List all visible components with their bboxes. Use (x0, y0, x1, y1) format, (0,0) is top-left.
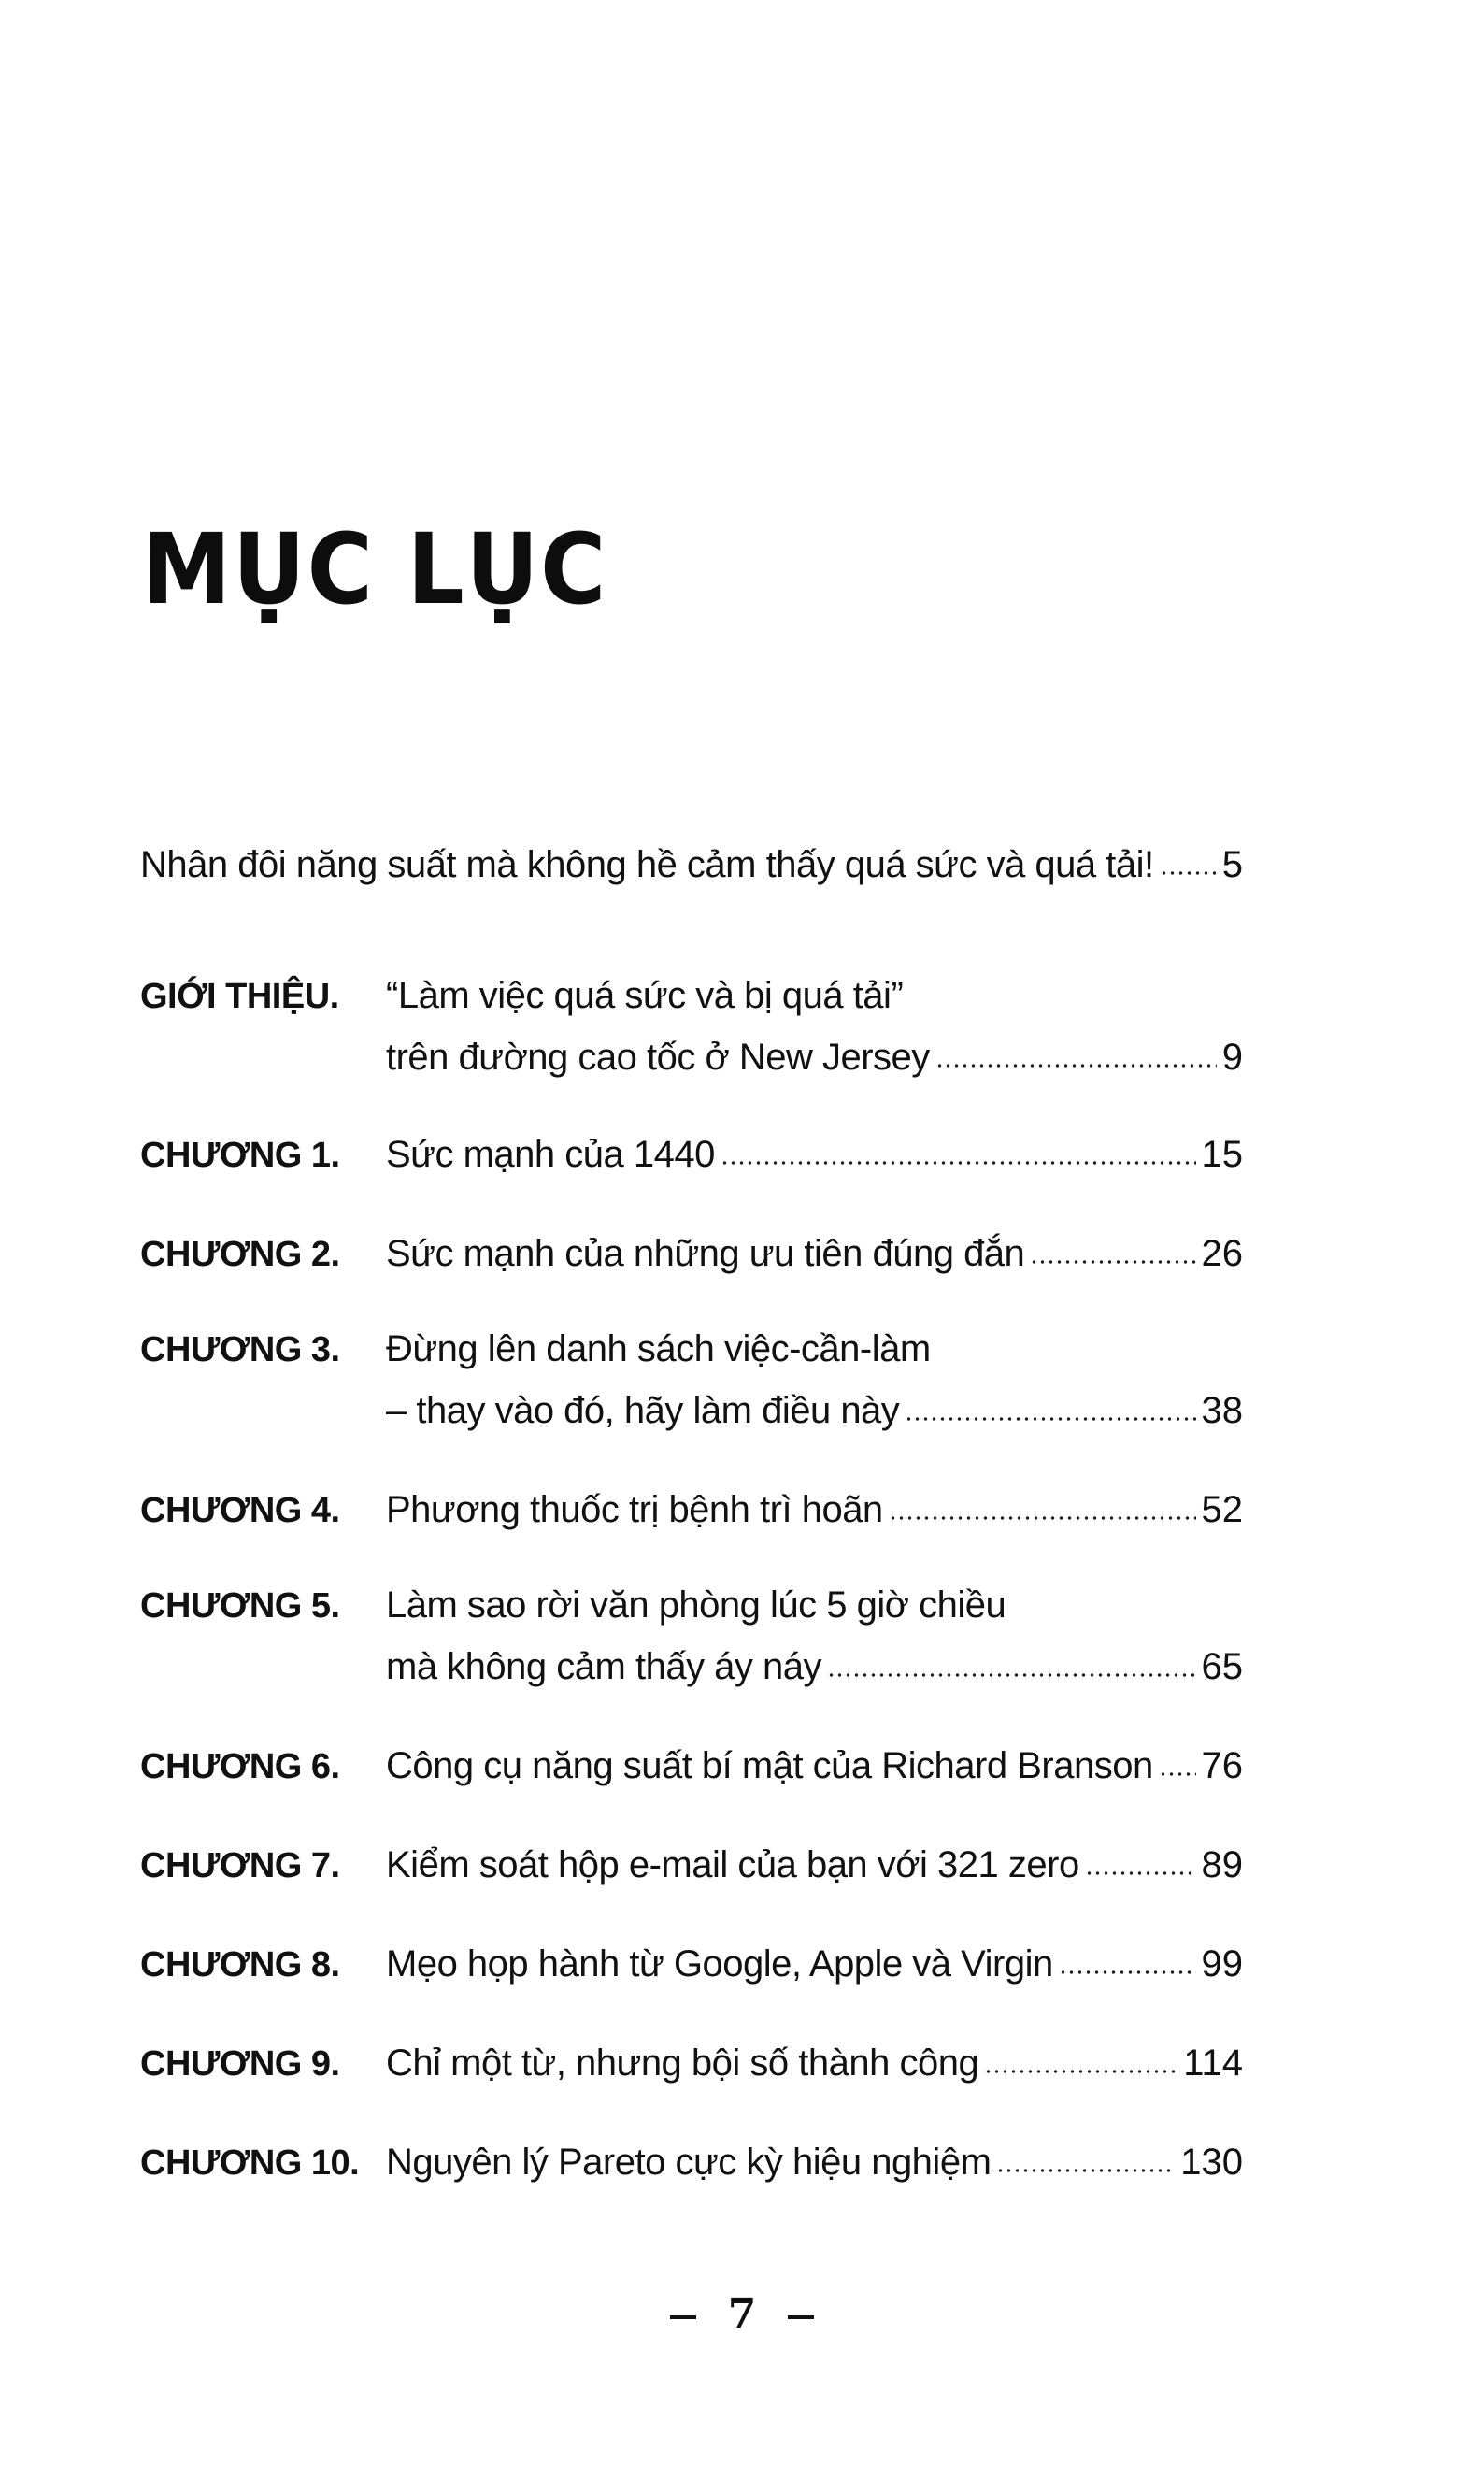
toc-page-number: 9 (1221, 1037, 1243, 1078)
toc-entry-line (140, 1486, 1243, 1534)
toc-entry-title: – thay vào đó, hãy làm điều này (386, 1390, 900, 1431)
page-title: MỤC LỤC (142, 512, 608, 626)
toc-entry-title: Mẹo họp hành từ Google, Apple và Virgin (386, 1943, 1053, 1985)
toc-entry-line (140, 1582, 1243, 1629)
toc-entry-title: Kiểm soát hộp e-mail của bạn với 321 zero (386, 1844, 1079, 1885)
toc-entry-line (140, 1643, 1243, 1690)
toc-entry-title: mà không cảm thấy áy náy (386, 1646, 822, 1687)
toc-chapter-label: CHƯƠNG 3. (140, 1330, 340, 1369)
toc-dot-leader (984, 2068, 1177, 2075)
toc-entry-line (140, 1742, 1243, 1790)
toc-page-number: 5 (1221, 844, 1243, 885)
toc-chapter-label: CHƯƠNG 5. (140, 1586, 340, 1626)
toc-dot-leader (905, 1415, 1195, 1423)
toc-dot-leader (1059, 1969, 1196, 1976)
toc-chapter-label: CHƯƠNG 4. (140, 1491, 340, 1530)
toc-page-number: 130 (1180, 2142, 1243, 2183)
toc-entry-line (140, 1387, 1243, 1434)
toc-entry-line (140, 972, 1243, 1020)
toc-entry-title: Nguyên lý Pareto cực kỳ hiệu nghiệm (386, 2142, 992, 2183)
toc-page-number: 89 (1201, 1844, 1243, 1885)
toc-entry-line (140, 1230, 1243, 1278)
toc-chapter-label: CHƯƠNG 9. (140, 2044, 340, 2084)
toc-page-number: 38 (1201, 1390, 1243, 1431)
toc-dot-leader (996, 2167, 1175, 2174)
toc-entry-line (140, 2040, 1243, 2087)
toc-entry-title: Nhân đôi năng suất mà không hề cảm thấy quá sức và quá tải! (140, 844, 1154, 885)
toc-dot-leader (1085, 1870, 1196, 1877)
toc-page-number: 99 (1201, 1943, 1243, 1985)
toc-entry-title: Đừng lên danh sách việc-cần-làm (386, 1328, 931, 1369)
toc-page-number: 76 (1201, 1745, 1243, 1786)
toc-entry-title: trên đường cao tốc ở New Jersey (386, 1037, 930, 1078)
toc-chapter-label: CHƯƠNG 6. (140, 1747, 340, 1786)
footer-dash-right (788, 2315, 814, 2319)
toc-chapter-label: GIỚI THIỆU. (140, 977, 339, 1016)
page-number: 7 (727, 2290, 757, 2338)
toc-entry-title: Làm sao rời văn phòng lúc 5 giờ chiều (386, 1584, 1006, 1626)
toc-entry-line (140, 1034, 1243, 1081)
toc-chapter-label: CHƯƠNG 10. (140, 2143, 360, 2183)
toc-page-number: 15 (1201, 1134, 1243, 1175)
page-footer (0, 2290, 1484, 2338)
toc-dot-leader (935, 1062, 1217, 1069)
toc-entry-line (140, 1841, 1243, 1889)
toc-entry-title: Sức mạnh của 1440 (386, 1134, 715, 1175)
toc-dot-leader (827, 1671, 1195, 1679)
toc-dot-leader (889, 1514, 1196, 1522)
toc-entry-title: Chỉ một từ, nhưng bội số thành công (386, 2042, 979, 2084)
toc-dot-leader (1030, 1258, 1195, 1266)
toc-entry-title: Công cụ năng suất bí mật của Richard Branson (386, 1745, 1153, 1786)
footer-dash-left (670, 2315, 696, 2319)
toc-entry-line (140, 841, 1243, 888)
toc-chapter-label: CHƯƠNG 7. (140, 1846, 340, 1885)
toc-dot-leader (1160, 869, 1217, 877)
toc-entry-line (140, 1131, 1243, 1179)
toc-dot-leader (1159, 1770, 1196, 1778)
toc-page-number: 52 (1201, 1489, 1243, 1530)
toc-page-number: 114 (1183, 2042, 1243, 2084)
toc-entry-line (140, 1941, 1243, 1988)
toc-chapter-label: CHƯƠNG 2. (140, 1235, 340, 1274)
toc-page-number: 65 (1201, 1646, 1243, 1687)
toc-chapter-label: CHƯƠNG 1. (140, 1136, 340, 1175)
toc-page-number: 26 (1201, 1233, 1243, 1274)
toc-entry-title: Sức mạnh của những ưu tiên đúng đắn (386, 1233, 1025, 1274)
toc-entry-title: “Làm việc quá sức và bị quá tải” (386, 975, 904, 1016)
toc-dot-leader (721, 1159, 1196, 1167)
toc-entry-line (140, 1325, 1243, 1373)
toc-entry-line (140, 2139, 1243, 2186)
toc-chapter-label: CHƯƠNG 8. (140, 1945, 340, 1985)
toc-entry-title: Phương thuốc trị bệnh trì hoãn (386, 1489, 883, 1530)
